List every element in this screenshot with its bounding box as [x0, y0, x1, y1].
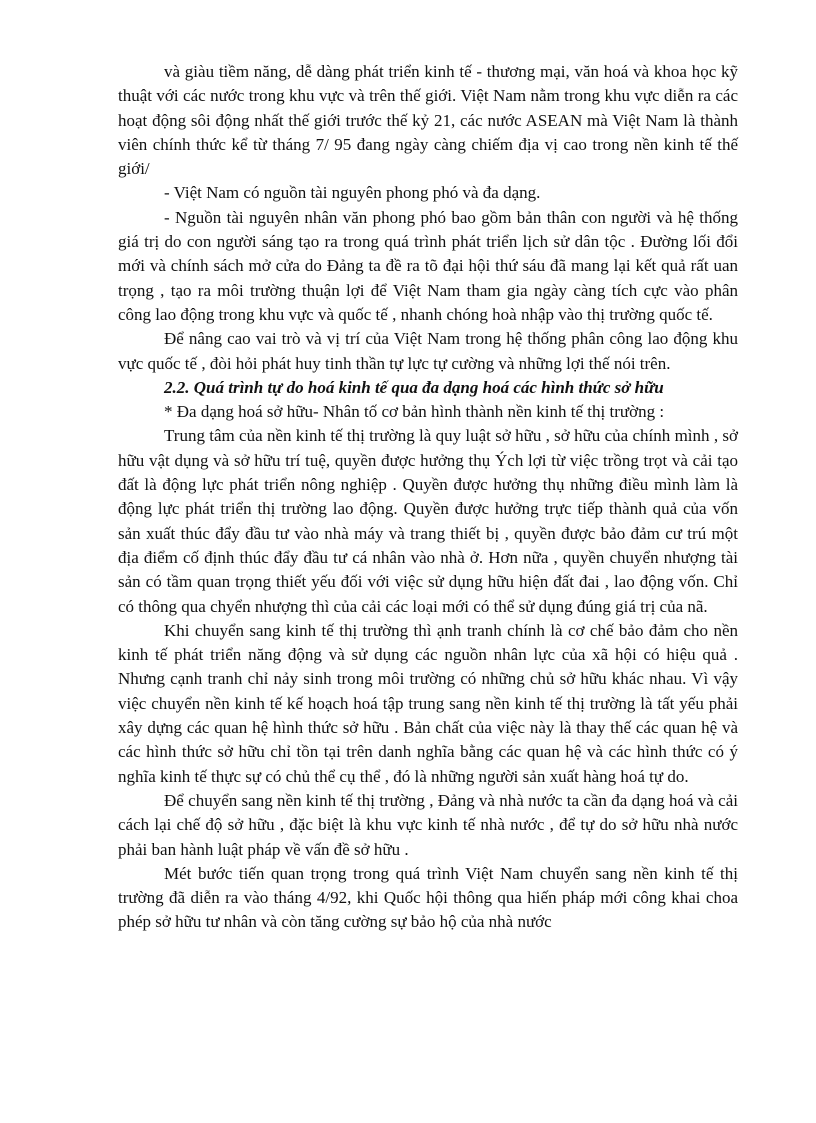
- paragraph-asean: và giàu tiềm năng, dễ dàng phát triển kinh tế - thương mại, văn hoá và khoa học kỹ thuật với các nước trong khu vực và trên thế giới. Việt Nam nằm trong khu vực diễn ra các hoạt động sôi động nhất thế giới trước thế kỷ 21, các nước ASEAN mà Việt Nam là thành viên chính thức kể từ tháng 7/ 95 đang ngày càng chiếm địa vị cao trong nền kinh tế thế giới/: [118, 62, 738, 179]
- paragraph-role-position: Để nâng cao vai trò và vị trí của Việt Nam trong hệ thống phân công lao động khu vực quốc tế , đòi hỏi phát huy tinh thần tự lực tự cường và những lợi thế nói trên.: [118, 329, 738, 373]
- paragraph-constitution-1992: Mét bước tiến quan trọng trong quá trình Việt Nam chuyển sang nền kinh tế thị trường đã diễn ra vào tháng 4/92, khi Quốc hội thông qua hiến pháp mới công khai choa phép sở hữu tư nhân và còn tăng cường sự bảo hộ của nhà nước: [118, 863, 738, 932]
- document-page: [118, 60, 738, 935]
- paragraph-competition: Khi chuyển sang kinh tế thị trường thì ạnh tranh chính là cơ chế bảo đảm cho nền kinh tế phát triển năng động và sử dụng các nguồn nhân lực của xã hội có hiệu quả . Nhưng cạnh tranh chỉ nảy sinh trong môi trường có những chủ sở hữu khác nhau. Vì vậy việc chuyển nền kinh tế kế hoạch hoá tập trung sang nền kinh tế thị trường là tất yếu phải xây dựng các quan hệ hình thức sở hữu . Bản chất của việc này là thay thế các quan hệ và các hình thức sở hữu chỉ tồn tại trên danh nghĩa bằng các quan hệ và các hình thức có ý nghĩa kinh tế thực sự có chủ thể cụ thể , đó là những người sản xuất hàng hoá tự do.: [118, 620, 738, 786]
- paragraph-natural-resources: - Việt Nam có nguồn tài nguyên phong phó và đa dạng.: [164, 183, 541, 203]
- paragraph-ownership-law: Trung tâm của nền kinh tế thị trường là quy luật sở hữu , sở hữu của chính mình , sở hữu vật dụng và sở hữu trí tuệ, quyền được hưởng thụ Ých lợi từ việc trồng trọt và cải tạo đất là động lực phát triển nông nghiệp . Quyền được hưởng thụ những điều mình làm là động lực phát triển thị trường lao động. Quyền được hưởng trực tiếp thành quả của vốn sản xuất thúc đẩy đầu tư vào nhà máy và trang thiết bị , quyền được bảo đảm cư trú một địa điểm cố định thúc đẩy đầu tư cá nhân vào nhà ở. Hơn nữa , quyền chuyển nhượng tài sản có tầm quan trọng thiết yếu đối với việc sử dụng hữu hiện đất đai , lao động vốn. Chỉ có thông qua chyển nhượng thì của cải các loại mới có thể sử dụng đúng giá trị của nã.: [118, 426, 738, 616]
- section-heading-2-2: 2.2. Quá trình tự do hoá kinh tế qua đa dạng hoá các hình thức sở hữu: [164, 377, 664, 397]
- paragraph-diversify-ownership: * Đa dạng hoá sở hữu- Nhân tố cơ bản hình thành nền kinh tế thị trường :: [164, 402, 665, 422]
- paragraph-human-resources: - Nguồn tài nguyên nhân văn phong phó bao gồm bản thân con người và hệ thống giá trị do con người sáng tạo ra trong quá trình phát triển lịch sử dân tộc . Đường lối đổi mới và chính sách mở cửa do Đảng ta đề ra tõ đại hội thứ sáu đã mang lại kết quả rất uan trọng , tạo ra môi trường thuận lợi để Việt Nam tham gia ngày càng tích cực vào phân công lao động trong khu vực và quốc tế , nhanh chóng hoà nhập vào thị trường quốc tế.: [118, 207, 738, 324]
- paragraph-party-state: Để chuyển sang nền kinh tế thị trường , Đảng và nhà nước ta cần đa dạng hoá và cải cách lại chế độ sở hữu , đặc biệt là khu vực kinh tế nhà nước , để tự do sở hữu nhà nước phải ban hành luật pháp về vấn đề sở hữu .: [118, 790, 738, 859]
